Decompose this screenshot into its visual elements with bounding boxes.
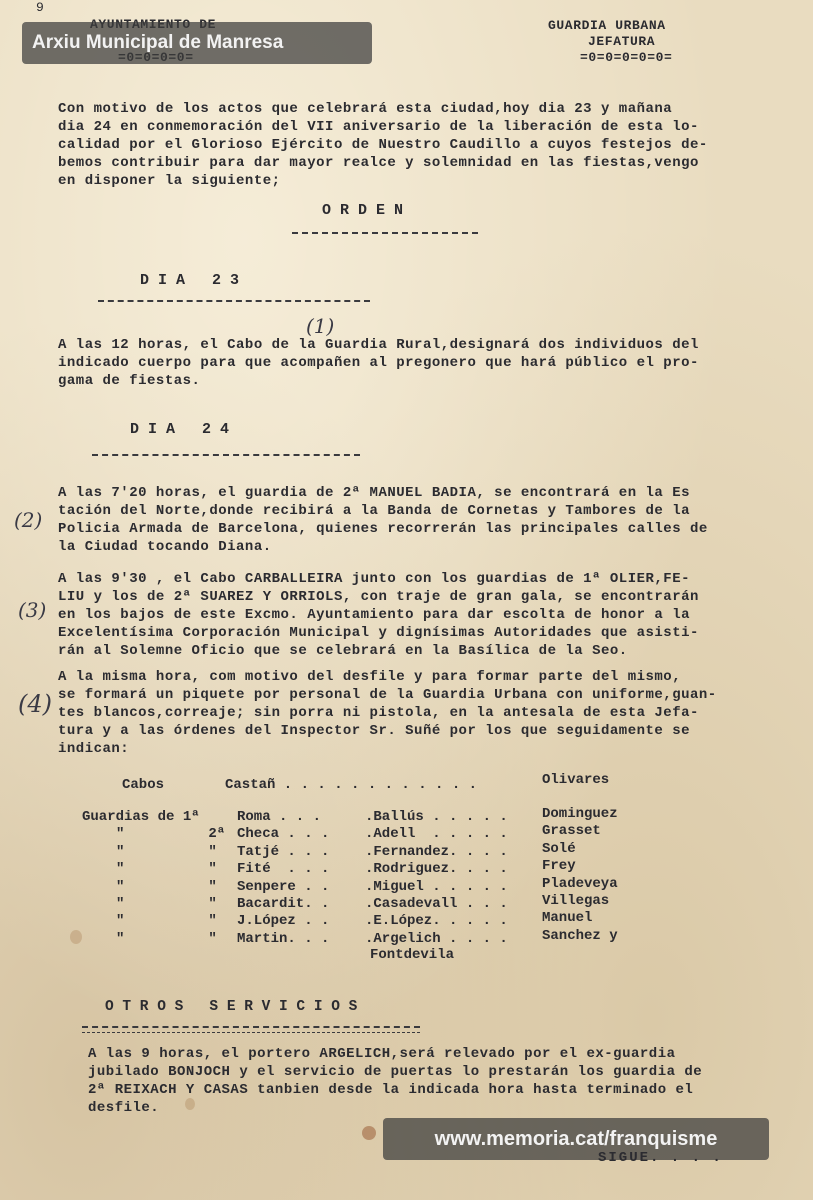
guard-row-c1: Bacardit. . — [237, 896, 330, 912]
guard-row-lead: " " — [116, 896, 217, 912]
guard-row-c1: Checa . . . — [237, 826, 330, 843]
guard-row-c2: .Argelich . . . . — [365, 930, 508, 947]
guard-row-c3: Frey — [542, 858, 576, 875]
guard-row-c1: Fité . . . — [237, 861, 330, 878]
guard-row-c2: .Ballús . . . . . — [365, 809, 508, 825]
guard-row-lead: Guardias de 1ª — [82, 809, 200, 825]
dia23-paragraph: A las 12 horas, el Cabo de la Guardia Rural,designará dos individuos del indicado cuerpo para que acompañen al pregonero que hará público el pro- gama de fiestas. — [58, 337, 699, 389]
guard-row-c3: Villegas — [542, 893, 610, 909]
guard-row-lead: " " — [116, 878, 217, 895]
guard-row-c2: .Rodriguez. . . . — [365, 861, 508, 878]
orden-heading: O R D E N — [322, 202, 404, 219]
cabos-label: Cabos — [122, 777, 165, 793]
header-right-line1: GUARDIA URBANA — [548, 18, 666, 33]
paragraph-diana: A las 7'20 horas, el guardia de 2ª MANUEL BADIA, se encontrará en la Es tación del Norte,donde recibirá a la Banda de Cornetas y Tambores de la Policia Armada de Barcelona, quienes recorrerán las principales calles de la Ciudad tocando Diana. — [58, 485, 708, 555]
corner-mark: 9 — [36, 0, 45, 15]
guard-row-lead: " " — [116, 930, 217, 947]
guard-row-c1: Tatjé . . . — [237, 843, 330, 860]
guard-row-c2: .Adell . . . . . — [365, 826, 508, 843]
guard-row-c2: .Fernandez. . . . — [365, 843, 508, 860]
guard-row-c1: Roma . . . — [237, 809, 322, 825]
otros-paragraph: A las 9 horas, el portero ARGELICH,será relevado por el ex-guardia jubilado BONJOCH y el servicio de puertas lo prestarán los guardia de 2ª REIXACH Y CASAS tanbien desde la indicada hora hasta terminado el desfile. — [88, 1046, 703, 1116]
margin-note-1: (1) — [306, 314, 335, 338]
guard-row-c3: Solé — [542, 840, 576, 857]
guard-row-c3: Pladeveya — [542, 875, 618, 892]
cabos-left: Castañ . . . . . . . . . . . . — [225, 777, 478, 793]
paper-stain — [362, 1126, 376, 1140]
guard-row-lead: " " — [116, 843, 217, 860]
intro-paragraph: Con motivo de los actos que celebrará esta ciudad,hoy dia 23 y mañana dia 24 en conmemoración del VII aniversario de la liberación de esta lo- calidad por el Glorioso Ejército de Nuestro Caudillo a cuyos festejos de- bemos contribuir para dar mayor realce y solemnidad en las fiestas,vengo en disponer la siguiente; — [58, 101, 708, 189]
guard-row-c1: Senpere . . — [237, 878, 330, 895]
sigue-label: SIGUE. . . . — [598, 1150, 723, 1166]
dia23-underline — [98, 300, 370, 302]
paragraph-escolta: A las 9'30 , el Cabo CARBALLEIRA junto con los guardias de 1ª OLIER,FE- LIU y los de 2ª SUAREZ Y ORRIOLS, con traje de gran gala, se encontrarán en los bajos de este Excmo. Ayuntamiento para dar escolta de honor a la Excelentísima Corporación Municipal y dignísimas Autoridades que asisti- rán al Solemne Oficio que se celebrará en la Basílica de la Seo. — [58, 571, 699, 659]
dia24-heading: D I A 2 4 — [130, 421, 230, 438]
header-right-line2: JEFATURA — [588, 34, 656, 49]
margin-note-3: (3) — [18, 598, 47, 622]
guard-row-lead: " 2ª — [116, 826, 226, 843]
guard-row-c3: Sanchez y — [542, 927, 618, 944]
cabos-right: Olivares — [542, 772, 610, 788]
archive-watermark: Arxiu Municipal de Manresa — [22, 22, 372, 64]
guard-row-lead: " " — [116, 913, 217, 930]
orden-underline — [292, 232, 478, 234]
margin-note-2: (2) — [14, 508, 43, 532]
otros-underline-2 — [82, 1032, 420, 1033]
guard-row-c3: Grasset — [542, 823, 601, 840]
guard-row-c2: .Casadevall . . . — [365, 896, 508, 912]
guard-row-c1: J.López . . — [237, 913, 330, 930]
website-watermark: www.memoria.cat/franquisme — [383, 1118, 769, 1160]
guard-row-c3: Dominguez — [542, 806, 618, 822]
guard-row-c1: Martin. . . — [237, 930, 330, 947]
guard-row-c3: Manuel — [542, 910, 593, 927]
dia23-heading: D I A 2 3 — [140, 272, 240, 289]
guard-row-c2: .E.López. . . . . — [365, 913, 508, 930]
otros-heading: O T R O S S E R V I C I O S — [105, 999, 358, 1015]
paragraph-desfile: A la misma hora, com motivo del desfile y para formar parte del mismo, se formará un piquete por personal de la Guardia Urbana con uniforme,guan- tes blancos,correaje; sin porra ni pistola, en la antesala de esta Jefa- tura y a las órdenes del Inspector Sr. Suñé por los que seguidamente se indican: — [58, 669, 717, 757]
paper-stain — [70, 930, 82, 944]
header-right-line3: =0=0=0=0=0= — [580, 50, 673, 65]
guard-continuation: Fontdevila — [370, 947, 455, 963]
otros-underline — [82, 1026, 420, 1028]
guard-row-lead: " " — [116, 861, 217, 878]
margin-note-4: (4) — [18, 690, 52, 718]
dia24-underline — [92, 454, 360, 456]
guard-row-c2: .Miguel . . . . . — [365, 878, 508, 895]
